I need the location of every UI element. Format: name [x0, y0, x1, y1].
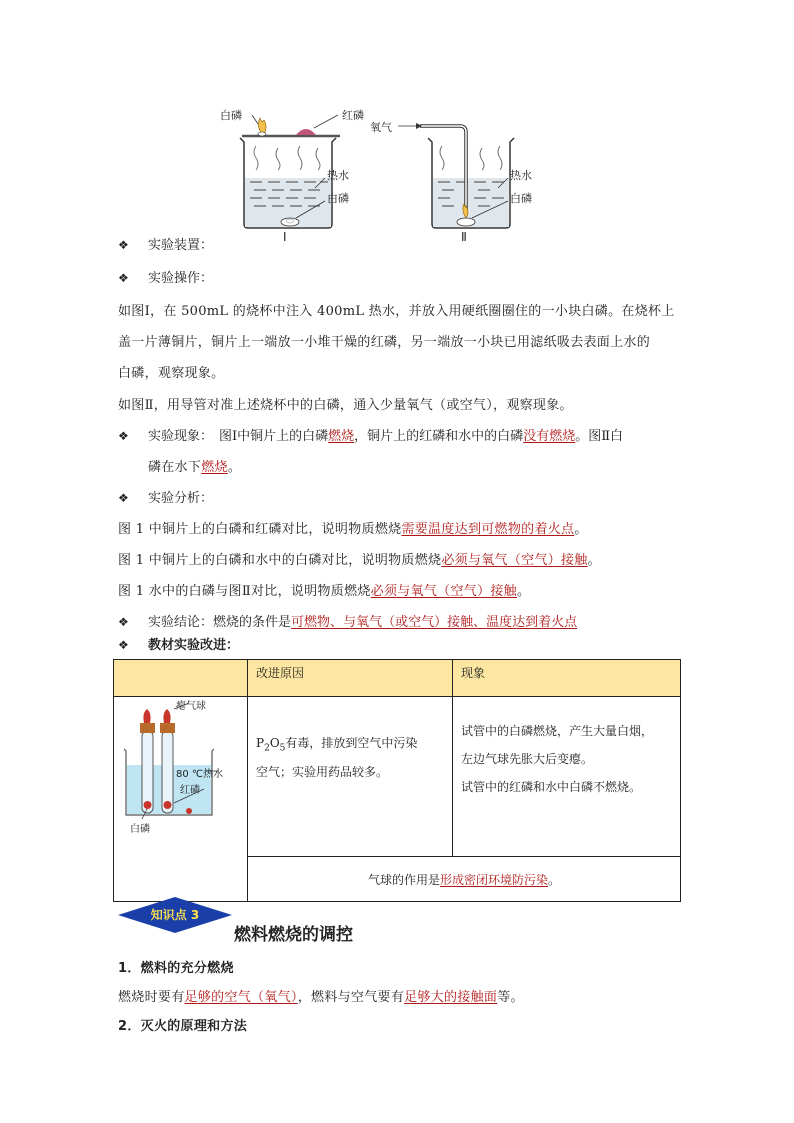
label-hot-water-80: 80 ℃热水	[176, 769, 224, 780]
phenomenon-text: 。	[227, 460, 242, 475]
analysis-line-1	[118, 518, 588, 537]
answer-text: 足够大的接触面	[404, 990, 498, 1005]
label-red-phosphorus-tube: 红磷	[180, 785, 200, 796]
analysis-line-3	[118, 580, 530, 599]
operation-line-4: 如图Ⅱ，用导管对准上述烧杯中的白磷，通入少量氧气（或空气），观察现象。	[118, 398, 573, 413]
phenomenon-cell-line-1: 试管中的白磷燃烧，产生大量白烟，	[461, 724, 654, 738]
apparatus-image-cell	[114, 697, 248, 902]
conclusion-text: 燃烧的条件是	[213, 615, 292, 630]
analysis-text: 。	[574, 522, 588, 537]
knowledge-point-title: 燃料燃烧的调控	[234, 925, 353, 945]
table-header-cell-empty	[114, 660, 248, 697]
subheading-2: 2．灭火的原理和方法	[118, 1019, 248, 1034]
answer-text: 必须与氧气（空气）接触	[441, 553, 588, 568]
bullet-icon: ❖	[118, 615, 129, 629]
answer-text: 形成密闭环境防污染	[439, 872, 548, 887]
phenomenon-text: ，铜片上的红磷和水中的白磷	[354, 429, 524, 444]
analysis-text: 。	[587, 553, 601, 568]
operation-line-1: 如图Ⅰ，在 500mL 的烧杯中注入 400mL 热水，并放入用硬纸圈圈住的一小块白磷。在烧杯上	[118, 304, 675, 319]
improvement-label: 教材实验改进：	[148, 638, 240, 653]
answer-text: 足够的空气（氧气）	[184, 990, 298, 1005]
phenomenon-line-2	[148, 456, 241, 475]
bullet-icon: ❖	[118, 238, 129, 252]
answer-text: 没有燃烧	[523, 429, 576, 444]
phenomenon-cell-line-3: 试管中的红磷和水中白磷不燃烧。	[461, 780, 642, 794]
sub1-text-part: ，燃料与空气要有	[297, 990, 405, 1005]
apparatus-figure	[210, 100, 550, 250]
analysis-line-2	[118, 549, 601, 568]
badge-text: 知识点 3	[150, 908, 200, 922]
label-roman-1: Ⅰ	[283, 230, 287, 244]
answer-text: 、	[330, 615, 344, 630]
heading-analysis	[118, 487, 213, 506]
answer-text: 燃烧	[201, 460, 228, 475]
sub1-text-part: 燃烧时要有	[118, 990, 185, 1005]
phenomenon-cell-line-2: 左边气球先胀大后变瘪。	[461, 752, 594, 766]
answer-text: 与氧气（或空气）接触	[343, 615, 474, 630]
formula-sub: 5	[279, 743, 286, 754]
phenomenon-text: 。图Ⅱ白	[575, 429, 624, 444]
bullet-icon: ❖	[118, 638, 129, 652]
conclusion-label: 实验结论：	[148, 615, 214, 630]
label-red-phosphorus: 红磷	[342, 109, 364, 122]
bullet-icon: ❖	[118, 429, 129, 443]
reason-text: 有毒，排放到空气中污染	[285, 736, 418, 750]
sub1-text	[118, 986, 524, 1005]
analysis-text: 图 1 水中的白磷与图Ⅱ对比，说明物质燃烧	[118, 584, 371, 599]
beaker-1	[240, 115, 340, 228]
bullet-icon: ❖	[118, 491, 129, 505]
formula-o: O	[269, 736, 280, 750]
table-header-phenomenon: 现象	[453, 660, 681, 697]
bullet-icon: ❖	[118, 271, 129, 285]
formula-p: P	[256, 736, 265, 750]
analysis-text: 图 1 中铜片上的白磷和水中的白磷对比，说明物质燃烧	[118, 553, 442, 568]
table-header-reason: 改进原因	[248, 660, 453, 697]
answer-text: 必须与氧气（空气）接触	[370, 584, 517, 599]
label-white-phosphorus-tube: 白磷	[130, 824, 150, 835]
phenomenon-line-1	[118, 425, 623, 444]
analysis-label: 实验分析：	[148, 491, 214, 506]
operation-line-3: 白磷，观察现象。	[118, 366, 225, 381]
label-white-phosphorus-top: 白磷	[220, 109, 242, 122]
beaker-2	[398, 123, 514, 228]
balloon-text: 。	[548, 872, 561, 887]
label-oxygen: 氧气	[370, 121, 392, 134]
table-header-row	[114, 660, 681, 697]
label-deflated-balloon: 瘪气球	[176, 701, 206, 712]
heading-improvement	[118, 634, 239, 653]
label-roman-2: Ⅱ	[461, 230, 467, 244]
improvement-table	[113, 659, 681, 902]
formula-sub: 2	[264, 743, 270, 754]
phenomenon-label: 实验现象：	[148, 429, 214, 444]
answer-text: 可燃物	[291, 615, 331, 630]
label-hot-water-2: 热水	[510, 169, 532, 182]
knowledge-point-badge	[118, 896, 232, 934]
conclusion-line	[118, 611, 577, 630]
sub1-text-part: 等。	[497, 990, 524, 1005]
reason-line-1	[256, 731, 444, 760]
operation-line-2: 盖一片薄铜片，铜片上一端放一小堆干燥的红磷，另一端放一小块已用滤纸吸去表面上水的	[118, 335, 651, 350]
reason-cell	[248, 697, 453, 857]
label-white-phosphorus-1: 白磷	[327, 192, 349, 205]
phenomenon-cell	[453, 697, 681, 857]
heading-apparatus	[118, 234, 213, 253]
label-hot-water-1: 热水	[327, 169, 349, 182]
answer-text: 温度达到着火点	[486, 615, 578, 630]
operation-label: 实验操作：	[148, 271, 214, 286]
answer-text: 需要温度达到可燃物的着火点	[401, 522, 575, 537]
apparatus-label: 实验装置：	[148, 238, 214, 253]
phenomenon-text: 磷在水下	[148, 460, 202, 475]
table-row	[114, 697, 681, 857]
reason-line-2: 空气；实验用药品较多。	[256, 765, 389, 780]
heading-operation	[118, 267, 213, 286]
analysis-text: 。	[516, 584, 531, 599]
label-white-phosphorus-2: 白磷	[510, 192, 532, 205]
subheading-1: 1．燃料的充分燃烧	[118, 961, 234, 976]
phenomenon-text: 图Ⅰ中铜片上的白磷	[219, 429, 329, 444]
answer-text: 燃烧	[328, 429, 355, 444]
analysis-text: 图 1 中铜片上的白磷和红磷对比，说明物质燃烧	[118, 522, 402, 537]
balloon-text: 气球的作用是	[367, 872, 440, 887]
answer-text: 、	[473, 615, 487, 630]
balloon-function-cell	[248, 857, 681, 902]
